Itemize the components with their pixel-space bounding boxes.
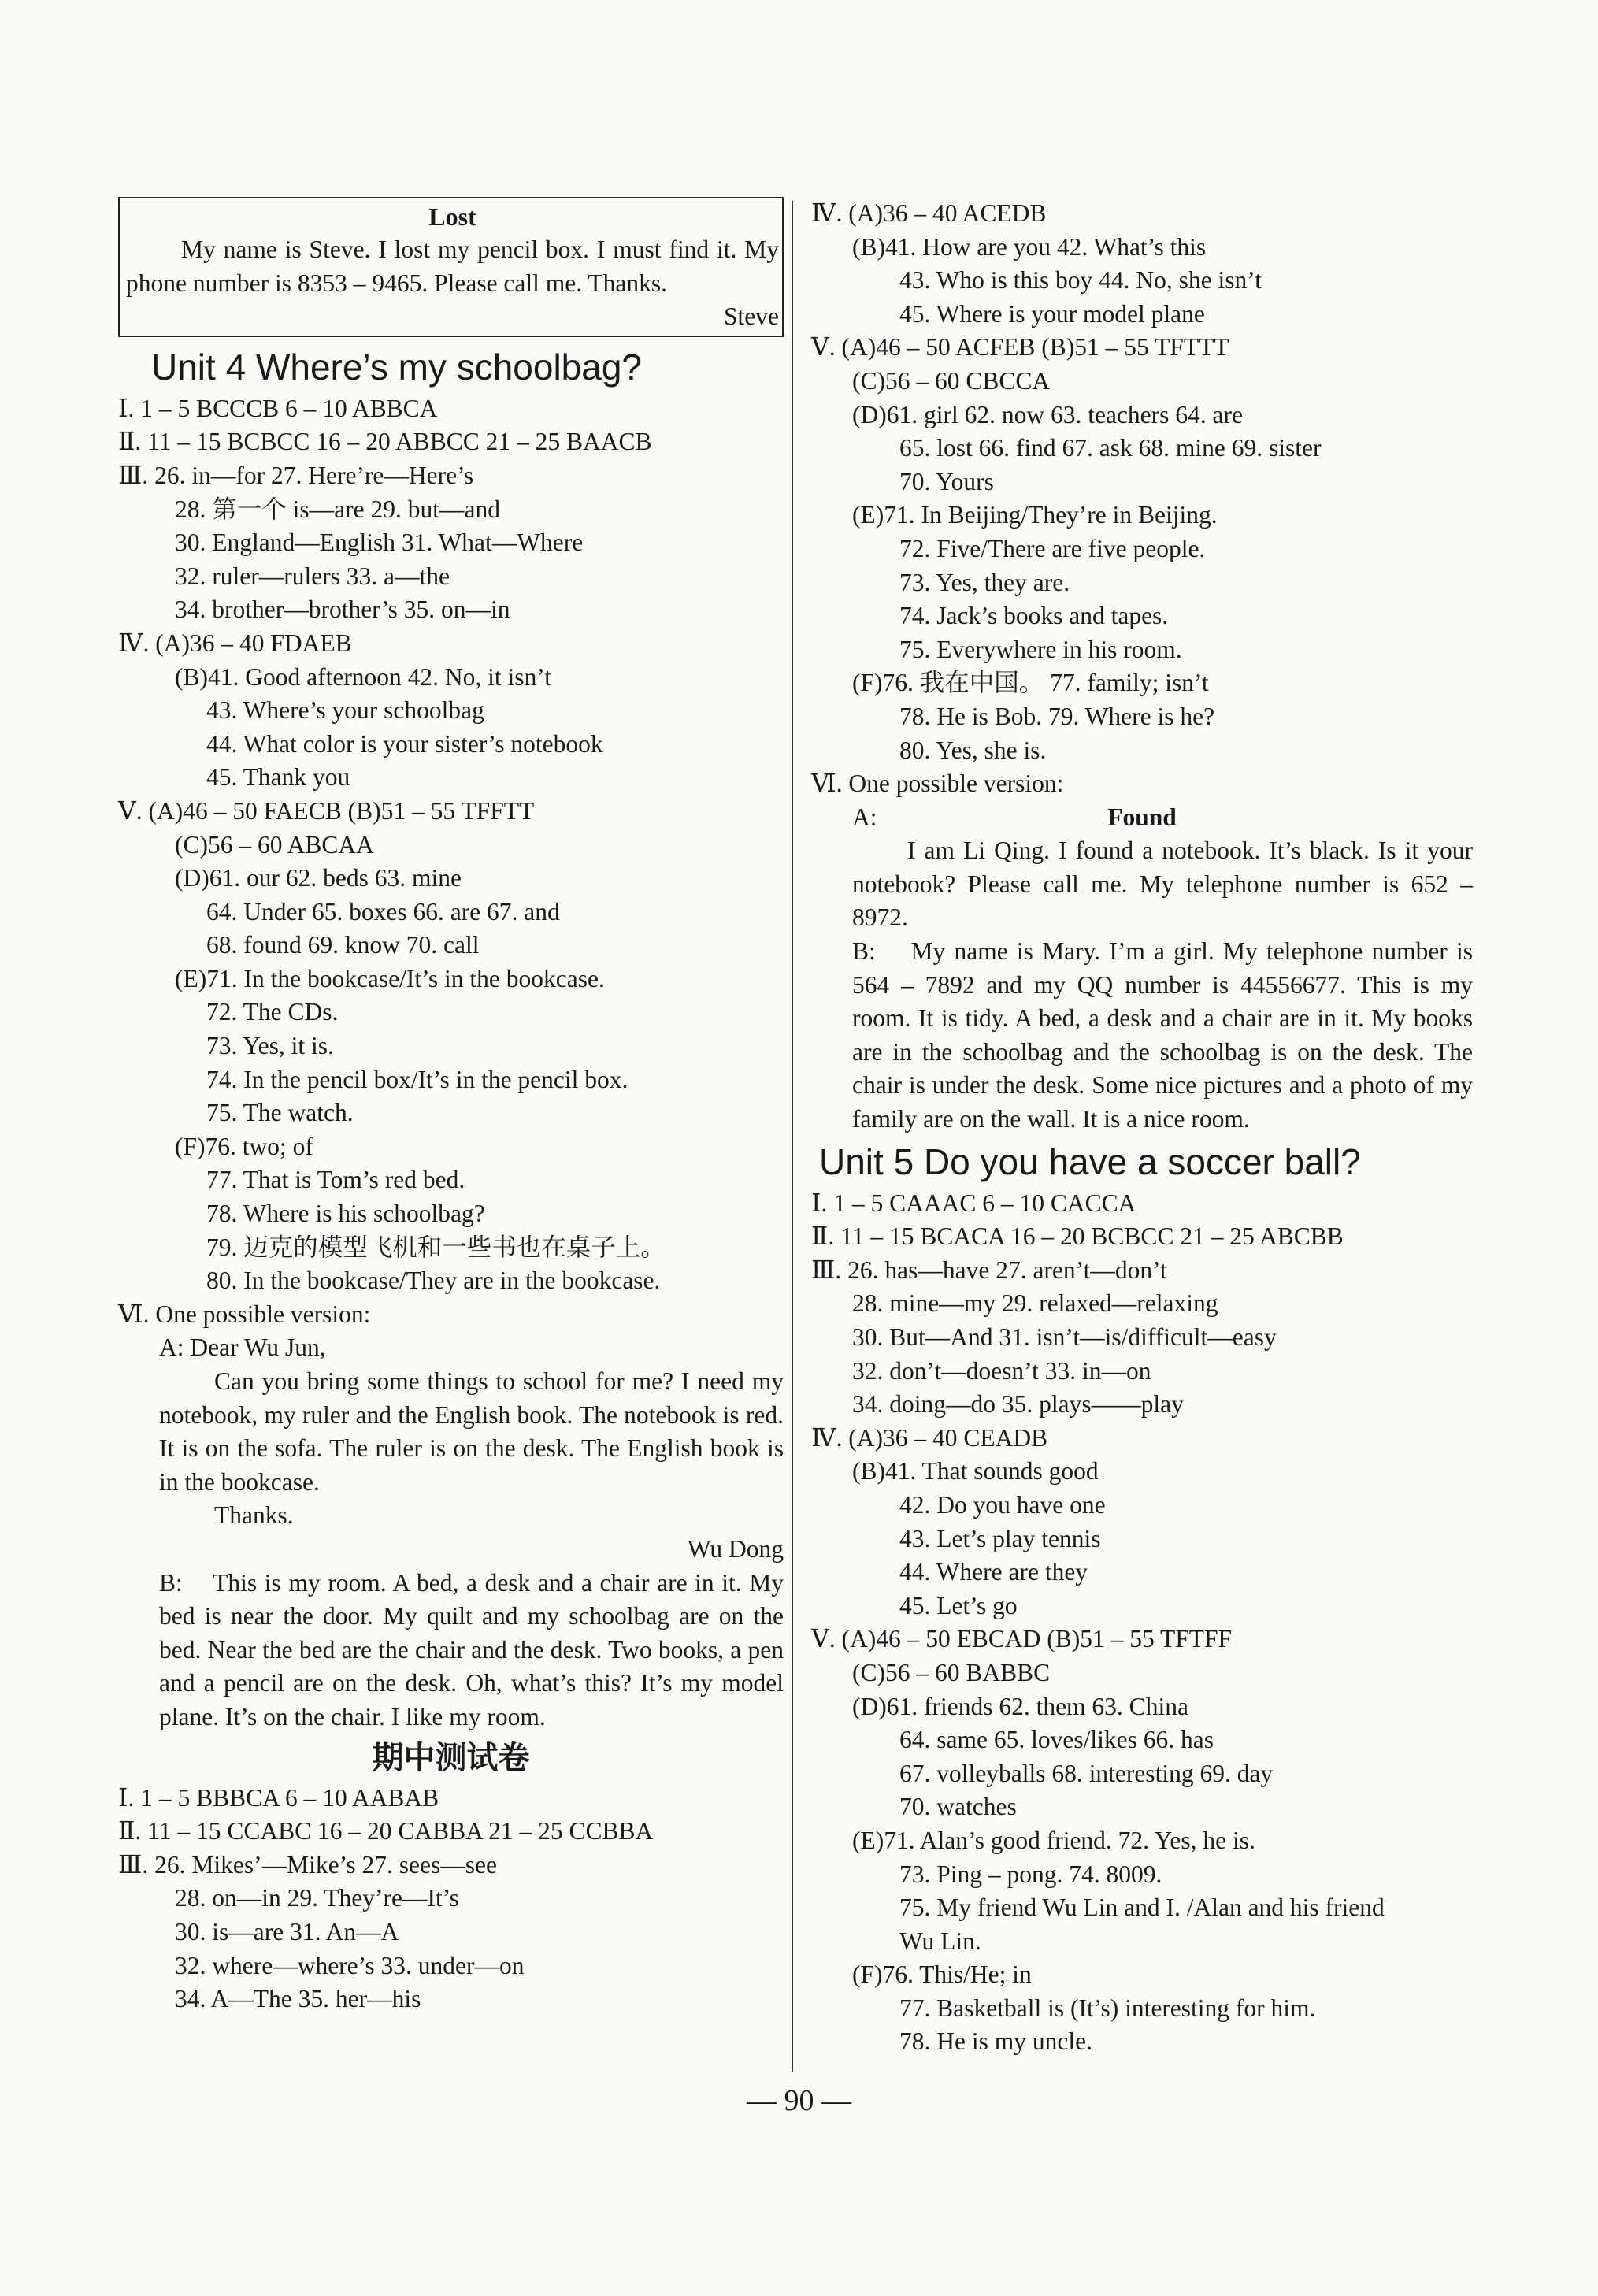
- answer-line: 78. Where is his schoolbag?: [206, 1200, 485, 1228]
- found-title: Found: [1107, 803, 1177, 831]
- answer-line: Ⅰ. 1 – 5 CAAAC 6 – 10 CACCA: [811, 1189, 1136, 1217]
- answer-line: 64. Under 65. boxes 66. are 67. and: [206, 897, 560, 925]
- answer-line: 43. Who is this boy 44. No, she isn’t: [899, 266, 1262, 295]
- answer-line: 34. A—The 35. her—his: [175, 1985, 421, 2013]
- left-column: [118, 197, 784, 2016]
- answer-line: 34. brother—brother’s 35. on—in: [175, 595, 510, 624]
- answer-line: 34. doing—do 35. plays——play: [852, 1390, 1184, 1419]
- answer-line: (E)71. In Beijing/They’re in Beijing.: [852, 501, 1218, 529]
- answer-line: Ⅱ. 11 – 15 BCACA 16 – 20 BCBCC 21 – 25 ABCBB: [811, 1222, 1344, 1251]
- answer-line: (E)71. Alan’s good friend. 72. Yes, he is.: [852, 1826, 1255, 1854]
- answer-line: 73. Yes, it is.: [206, 1032, 334, 1060]
- found-body: I am Li Qing. I found a notebook. It’s black. Is it your notebook? Please call me. My telephone number is 652 – 8972.: [852, 836, 1473, 932]
- answer-line: (C)56 – 60 BABBC: [852, 1658, 1051, 1686]
- answer-line: Wu Lin.: [899, 1927, 981, 1955]
- answer-line: 78. He is my uncle.: [899, 2027, 1092, 2056]
- writing-a-label: A:: [852, 803, 877, 831]
- answer-line: (F)76. This/He; in: [852, 1960, 1032, 1989]
- lost-notice-signature: Steve: [724, 302, 779, 331]
- answer-line: 45. Thank you: [206, 763, 350, 792]
- writing-a-body: Can you bring some things to school for me? I need my notebook, my ruler and the English book. The notebook is red. It is on the sofa. The ruler is on the desk. The English book is in the bookcase.: [159, 1367, 784, 1496]
- answer-line: 28. mine—my 29. relaxed—relaxing: [852, 1289, 1218, 1318]
- answer-line: 32. ruler—rulers 33. a—the: [175, 562, 450, 590]
- answer-line: 43. Let’s play tennis: [899, 1524, 1101, 1552]
- answer-line: 73. Yes, they are.: [899, 568, 1070, 596]
- writing-b-body: This is my room. A bed, a desk and a chair are in it. My bed is near the door. My quilt and my schoolbag are on the bed. Near the bed are the chair and the desk. Two books, a pen and a pencil are on the desk. Oh, what’s this? It’s my model plane. It’s on the chair. I like my room.: [159, 1568, 784, 1730]
- lost-notice-title: Lost: [428, 202, 476, 231]
- answer-line: 77. Basketball is (It’s) interesting for him.: [899, 1994, 1316, 2022]
- writing-a-thanks: Thanks.: [214, 1501, 294, 1530]
- answer-line: 80. In the bookcase/They are in the bookcase.: [206, 1267, 661, 1295]
- answer-line: (D)61. girl 62. now 63. teachers 64. are: [852, 400, 1243, 428]
- answer-line: Ⅴ. (A)46 – 50 EBCAD (B)51 – 55 TFTFF: [811, 1625, 1233, 1653]
- answer-line: 70. Yours: [899, 467, 994, 495]
- found-heading-row: [811, 801, 1473, 835]
- answer-line: 30. But—And 31. isn’t—is/difficult—easy: [852, 1323, 1277, 1351]
- lost-notice-body: My name is Steve. I lost my pencil box. I must find it. My phone number is 8353 – 9465. Please call me. Thanks.: [126, 236, 779, 297]
- answer-line: Ⅳ. (A)36 – 40 CEADB: [811, 1423, 1048, 1452]
- answer-line: 78. He is Bob. 79. Where is he?: [899, 702, 1215, 730]
- answer-line: Ⅵ. One possible version:: [118, 1300, 371, 1328]
- answer-line: 80. Yes, she is.: [899, 736, 1047, 764]
- answer-line: Ⅳ. (A)36 – 40 ACEDB: [811, 199, 1047, 227]
- answer-line: Ⅲ. 26. has—have 27. aren’t—don’t: [811, 1256, 1167, 1284]
- lost-notice-box: [118, 197, 784, 337]
- answer-line: 72. The CDs.: [206, 998, 339, 1026]
- answer-line: 75. Everywhere in his room.: [899, 635, 1182, 663]
- answer-line: 64. same 65. loves/likes 66. has: [899, 1726, 1214, 1754]
- answer-line: (F)76. two; of: [175, 1132, 313, 1160]
- answer-line: (E)71. In the bookcase/It’s in the bookcase.: [175, 964, 605, 992]
- answer-line: (F)76. 我在中国。 77. family; isn’t: [852, 669, 1209, 697]
- answer-line: 45. Let’s go: [899, 1591, 1018, 1619]
- answer-line: 32. where—where’s 33. under—on: [175, 1951, 525, 1979]
- writing-a-greeting: A: Dear Wu Jun,: [159, 1333, 326, 1362]
- answer-line: 74. In the pencil box/It’s in the pencil box.: [206, 1065, 628, 1093]
- answer-line: (C)56 – 60 CBCCA: [852, 366, 1051, 395]
- answer-line: 75. The watch.: [206, 1099, 354, 1127]
- writing-b-label: B:: [159, 1568, 183, 1597]
- unit5-title: Unit 5 Do you have a soccer ball?: [819, 1141, 1361, 1182]
- writing-b: [811, 935, 1473, 1137]
- unit4-title: Unit 4 Where’s my schoolbag?: [151, 346, 642, 388]
- answer-line: Ⅰ. 1 – 5 BCCCB 6 – 10 ABBCA: [118, 394, 438, 422]
- writing-b-body: My name is Mary. I’m a girl. My telephone number is 564 – 7892 and my QQ number is 44556677. This is my room. It is tidy. A bed, a desk and a chair are in it. My books are in the schoolbag and the schoolbag is on the desk. The chair is under the desk. Some nice pictures and a photo of my family are on the wall. It is a nice room.: [852, 937, 1474, 1133]
- answer-line: 42. Do you have one: [899, 1490, 1106, 1519]
- answer-line: 70. watches: [899, 1793, 1017, 1821]
- answer-line: 32. don’t—doesn’t 33. in—on: [852, 1356, 1151, 1385]
- answer-line: 79. 迈克的模型飞机和一些书也在桌子上。: [206, 1233, 666, 1261]
- answer-line: Ⅲ. 26. Mikes’—Mike’s 27. sees—see: [118, 1850, 497, 1879]
- answer-line: (D)61. friends 62. them 63. China: [852, 1692, 1188, 1720]
- answer-line: (B)41. That sounds good: [852, 1457, 1099, 1486]
- writing-a-signature: Wu Dong: [687, 1534, 784, 1563]
- answer-line: Ⅱ. 11 – 15 CCABC 16 – 20 CABBA 21 – 25 CCBBA: [118, 1817, 654, 1845]
- page-number: — 90 —: [747, 2084, 851, 2117]
- answer-line: (C)56 – 60 ABCAA: [175, 830, 374, 859]
- answer-line: 44. Where are they: [899, 1558, 1088, 1586]
- writing-b: [118, 1567, 784, 1734]
- answer-line: (D)61. our 62. beds 63. mine: [175, 864, 462, 892]
- answer-line: Ⅴ. (A)46 – 50 ACFEB (B)51 – 55 TFTTT: [811, 333, 1229, 362]
- answer-line: 28. 第一个 is—are 29. but—and: [175, 495, 500, 523]
- answer-line: 75. My friend Wu Lin and I. /Alan and his friend: [899, 1894, 1385, 1922]
- answer-line: 65. lost 66. find 67. ask 68. mine 69. sister: [899, 434, 1322, 462]
- answer-line: Ⅰ. 1 – 5 BBBCA 6 – 10 AABAB: [118, 1783, 439, 1812]
- answer-line: 74. Jack’s books and tapes.: [899, 602, 1169, 630]
- answer-line: 28. on—in 29. They’re—It’s: [175, 1884, 459, 1912]
- answer-line: 30. England—English 31. What—Where: [175, 529, 584, 557]
- answer-line: Ⅳ. (A)36 – 40 FDAEB: [118, 629, 352, 657]
- answer-line: Ⅱ. 11 – 15 BCBCC 16 – 20 ABBCC 21 – 25 BAACB: [118, 428, 652, 456]
- answer-line: Ⅴ. (A)46 – 50 FAECB (B)51 – 55 TFFTT: [118, 796, 535, 825]
- answer-line: (B)41. Good afternoon 42. No, it isn’t: [175, 662, 551, 691]
- writing-b-label: B:: [852, 937, 876, 966]
- answer-line: 45. Where is your model plane: [899, 299, 1205, 328]
- answer-line: 67. volleyballs 68. interesting 69. day: [899, 1759, 1274, 1787]
- midterm-title: 期中测试卷: [372, 1739, 530, 1776]
- answer-line: 72. Five/There are five people.: [899, 534, 1206, 562]
- answer-line: 73. Ping – pong. 74. 8009.: [899, 1860, 1162, 1888]
- column-divider: [792, 201, 793, 2072]
- answer-line: 44. What color is your sister’s notebook: [206, 729, 603, 758]
- answer-line: (B)41. How are you 42. What’s this: [852, 232, 1207, 261]
- answer-line: 77. That is Tom’s red bed.: [206, 1166, 465, 1194]
- answer-line: 43. Where’s your schoolbag: [206, 696, 484, 725]
- answer-line: Ⅵ. One possible version:: [811, 770, 1064, 798]
- right-column: [811, 197, 1473, 2059]
- answer-line: 30. is—are 31. An—A: [175, 1917, 399, 1945]
- answer-line: 68. found 69. know 70. call: [206, 931, 480, 959]
- answer-line: Ⅲ. 26. in—for 27. Here’re—Here’s: [118, 461, 474, 489]
